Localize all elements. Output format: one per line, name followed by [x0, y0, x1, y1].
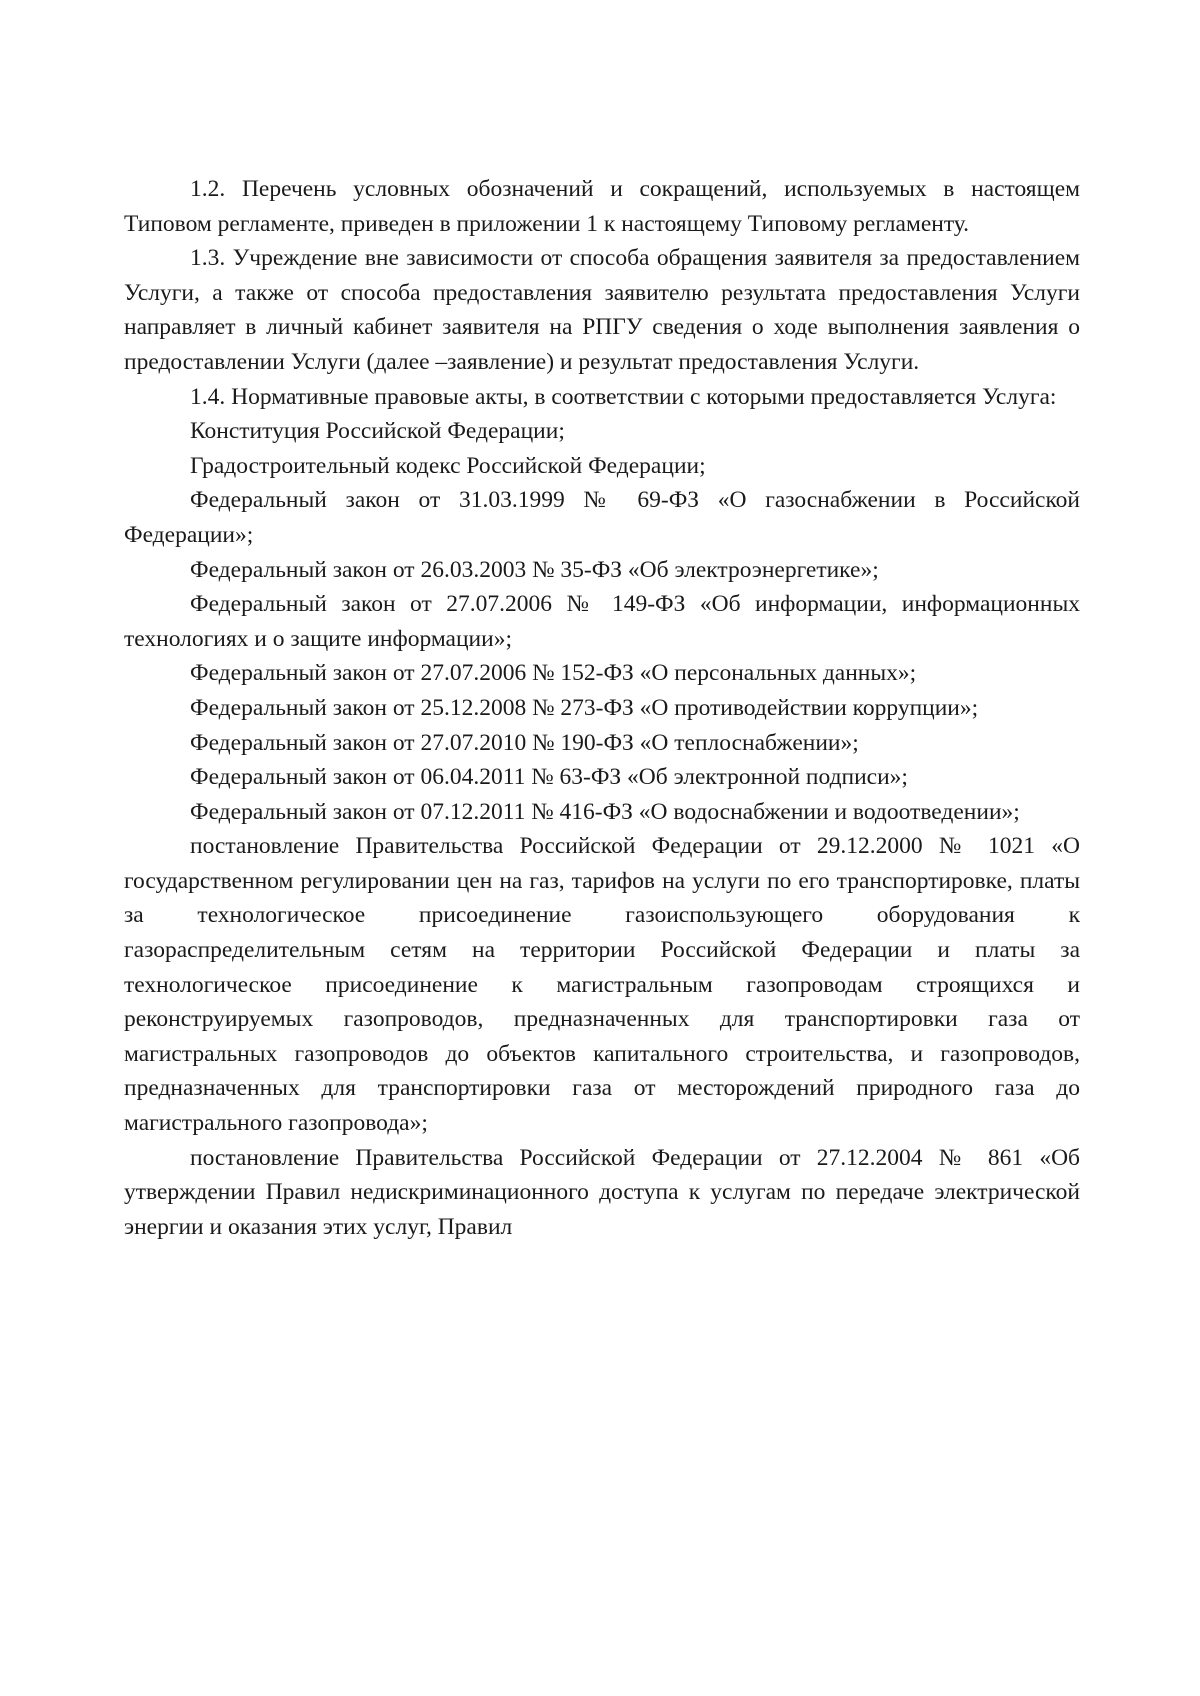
- legal-act-416-fz: Федеральный закон от 07.12.2011 № 416-ФЗ «О водоснабжении и водоотведении»;: [190, 798, 1020, 825]
- legal-act-63-fz: Федеральный закон от 06.04.2011 № 63-ФЗ «Об электронной подписи»;: [190, 764, 908, 791]
- legal-act-resolution-861: постановление Правительства Российской Федерации от 27.12.2004 № 861 «Об утверждении Правил недискриминационного доступа к услугам по передаче электрической энергии и оказания этих услуг, Правил: [124, 1144, 1080, 1240]
- legal-act-69-fz: Федеральный закон от 31.03.1999 № 69-ФЗ «О газоснабжении в Российской Федерации»;: [124, 487, 1080, 548]
- legal-act-urban-planning-code: Градостроительный кодекс Российской Федерации;: [190, 452, 706, 479]
- document-body: [124, 172, 1080, 1244]
- legal-act-149-fz: Федеральный закон от 27.07.2006 № 149-ФЗ «Об информации, информационных технологиях и о защите информации»;: [124, 591, 1080, 652]
- legal-act-35-fz: Федеральный закон от 26.03.2003 № 35-ФЗ «Об электроэнергетике»;: [190, 556, 879, 583]
- paragraph-1-3: 1.3. Учреждение вне зависимости от способа обращения заявителя за предоставлением Услуги, а также от способа предоставления заявителю результата предоставления Услуги направляет в личный кабинет заявителя на РПГУ сведения о ходе выполнения заявления о предоставлении Услуги (далее –заявление) и результат предоставления Услуги.: [124, 245, 1080, 375]
- legal-act-273-fz: Федеральный закон от 25.12.2008 № 273-ФЗ «О противодействии коррупции»;: [190, 694, 979, 721]
- paragraph-1-2: 1.2. Перечень условных обозначений и сокращений, используемых в настоящем Типовом регламенте, приведен в приложении 1 к настоящему Типовому регламенту.: [124, 176, 1080, 237]
- legal-act-152-fz: Федеральный закон от 27.07.2006 № 152-ФЗ «О персональных данных»;: [190, 660, 917, 687]
- legal-act-190-fz: Федеральный закон от 27.07.2010 № 190-ФЗ «О теплоснабжении»;: [190, 729, 859, 756]
- legal-act-resolution-1021: постановление Правительства Российской Федерации от 29.12.2000 № 1021 «О государственном регулировании цен на газ, тарифов на услуги по его транспортировке, платы за технологическое присоединение газоиспользующего оборудования к газораспределительным сетям на территории Российской Федерации и платы за технологическое присоединение к магистральным газопроводам строящихся и реконструируемых газопроводов, предназначенных для транспортировки газа от магистральных газопроводов до объектов капитального строительства, и газопроводов, предназначенных для транспортировки газа от месторождений природного газа до магистрального газопровода»;: [124, 833, 1080, 1137]
- paragraph-1-4: 1.4. Нормативные правовые акты, в соответствии с которыми предоставляется Услуга:: [190, 383, 1057, 410]
- legal-act-constitution: Конституция Российской Федерации;: [190, 418, 565, 445]
